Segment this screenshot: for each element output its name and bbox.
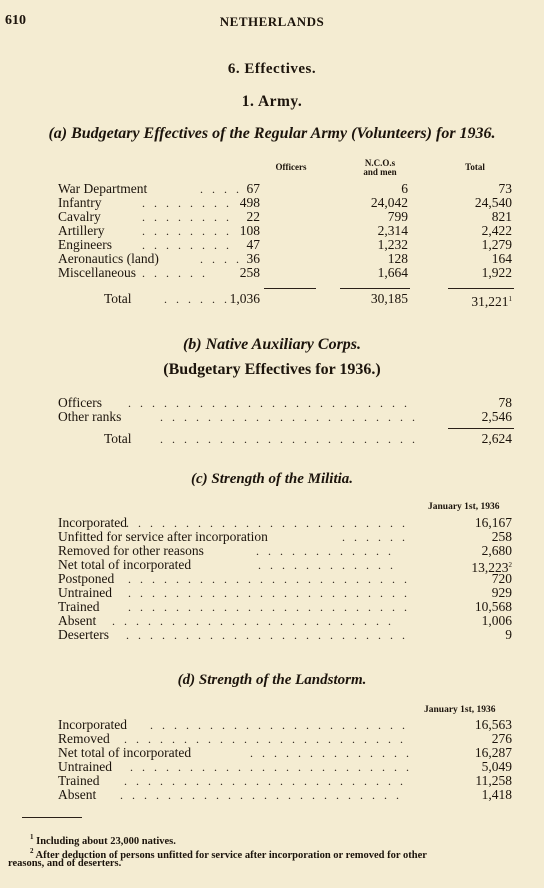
- rule-total: [448, 288, 514, 289]
- table-row: [0, 196, 544, 210]
- leader-dots: . . . . . . . . . . . . . . . . . . . . . .: [160, 410, 418, 424]
- row-label: Incorporated: [58, 717, 127, 732]
- total-label: Total: [104, 291, 132, 306]
- row-value: 276: [491, 731, 512, 746]
- leader-dots: . . . . . . . . . . . . . .: [250, 746, 412, 760]
- row-label: Untrained: [58, 585, 112, 600]
- rule-b-total: [448, 428, 514, 429]
- table-row: [0, 266, 544, 280]
- section-subtitle: 1. Army.: [241, 93, 303, 110]
- total-total: 31,221$^1$: [471, 294, 512, 309]
- col-header-ncos-line1: N.C.O.s: [364, 158, 396, 168]
- ncos-value: 799: [387, 209, 408, 224]
- row-label: Postponed: [58, 571, 115, 586]
- total-value: 164: [491, 251, 512, 266]
- col-header-total: Total: [465, 162, 485, 172]
- leader-dots: . . . . . . . . . . . . . . . . . . . . . . . .: [128, 586, 410, 600]
- officers-value: 67: [246, 181, 260, 196]
- row-label: War Department: [58, 181, 148, 196]
- row-label: Other ranks: [58, 409, 122, 424]
- part-a-total-row: [0, 291, 544, 309]
- footnote-mark-2: 2: [508, 561, 512, 569]
- part-c-title: (c) Strength of the Militia.: [190, 471, 354, 487]
- officers-value: 47: [246, 237, 260, 252]
- table-row: [0, 224, 544, 238]
- row-value: [505, 628, 512, 642]
- row-label: Aeronautics (land): [58, 251, 159, 266]
- footnote-mark-1: 1: [508, 295, 512, 303]
- row-label: Infantry: [58, 195, 102, 210]
- part-a-title: (a) Budgetary Effectives of the Regular Army (Volunteers) for 1936.: [48, 125, 496, 142]
- officers-value: 22: [246, 209, 260, 224]
- leader-dots: . . . . . . . . . . . . . . . . . . . . . . . .: [124, 774, 406, 788]
- leader-dots: . . . . . . . . . . . . . . . . . . . . . . . .: [128, 600, 410, 614]
- footnote-rule: [22, 817, 82, 818]
- row-value: [492, 572, 512, 586]
- row-value: [475, 516, 512, 530]
- table-row: [0, 182, 544, 196]
- row-label: Artillery: [58, 223, 105, 238]
- section-title: 6. Effectives.: [227, 61, 317, 77]
- row-label: Absent: [58, 787, 97, 802]
- table-row: [0, 718, 544, 732]
- table-row: [0, 614, 544, 628]
- leader-dots: . . . .: [200, 182, 242, 196]
- col-header-ncos-line2: and men: [363, 167, 397, 177]
- table-row: [0, 586, 544, 600]
- leader-dots: . . . . . . . . . . . . . . . . . . . . . . . .: [130, 760, 412, 774]
- ncos-value: 1,232: [377, 237, 408, 252]
- row-label: Trained: [58, 599, 100, 614]
- table-row: [0, 746, 544, 760]
- table-row: [0, 544, 544, 558]
- row-label: Officers: [58, 395, 102, 410]
- row-label: Trained: [58, 773, 100, 788]
- row-label: Cavalry: [58, 209, 101, 224]
- part-b-total-row: [0, 432, 544, 446]
- rule-officers: [264, 288, 316, 289]
- part-c-date: January 1st, 1936: [428, 502, 500, 512]
- ncos-value: 2,314: [377, 223, 408, 238]
- leader-dots: . . . . . . . . . . . . . . . . . . . . . . . .: [128, 572, 410, 586]
- row-label: Miscellaneous: [58, 265, 136, 280]
- footnote-2-line2: reasons, and of deserters.: [8, 858, 122, 869]
- table-row: [0, 396, 544, 410]
- part-b-title: (b) Native Auxiliary Corps.: [182, 336, 362, 353]
- leader-dots: . . . . . . . . . . . . . . . . . . . . . . . .: [120, 788, 402, 802]
- row-value-text: 9: [505, 627, 512, 642]
- part-d-date: January 1st, 1936: [424, 705, 496, 715]
- table-row: [0, 774, 544, 788]
- col-header-officers: Officers: [275, 162, 307, 172]
- row-label: Untrained: [58, 759, 112, 774]
- row-value: 1,418: [481, 787, 512, 802]
- total-value: 821: [491, 209, 512, 224]
- table-row: [0, 252, 544, 266]
- ncos-value: 6: [401, 181, 408, 196]
- row-value-text: 929: [491, 585, 512, 600]
- leader-dots: . . . . . . . . . . . .: [258, 558, 396, 572]
- table-row: [0, 516, 544, 530]
- total-value: 2,422: [481, 223, 512, 238]
- table-row: [0, 628, 544, 642]
- total-leader-dots: . . . . . .: [164, 292, 230, 306]
- row-label: Removed for other reasons: [58, 543, 204, 558]
- leader-dots: . . . . . . . . . . . . . . . . . . . . . . . .: [128, 396, 410, 410]
- row-value: [492, 530, 512, 544]
- row-value: [482, 544, 512, 558]
- row-label: Net total of incorporated: [58, 745, 192, 760]
- row-value: 2,546: [481, 409, 512, 424]
- table-row: [0, 557, 544, 575]
- part-b-total-leader-dots: . . . . . . . . . . . . . . . . . . . . . .: [160, 432, 418, 446]
- row-label: Unfitted for service after incorporation: [58, 529, 268, 544]
- row-value-text: 2,680: [481, 543, 512, 558]
- row-value: 11,258: [475, 773, 512, 788]
- officers-value: 498: [239, 195, 260, 210]
- total-officers: 1,036: [229, 291, 260, 306]
- footnote-1: $^1$ Including about 23,000 natives.: [30, 833, 176, 847]
- officers-value: 108: [239, 223, 260, 238]
- row-value-text: 258: [491, 529, 512, 544]
- leader-dots: . . . . . .: [342, 530, 408, 544]
- leader-dots: . . . . . . . .: [142, 224, 232, 238]
- row-value-text: 13,223: [471, 560, 509, 575]
- row-label: Net total of incorporated: [58, 557, 192, 572]
- row-label: Engineers: [58, 237, 112, 252]
- table-row: [0, 788, 544, 802]
- part-b-total-label: Total: [104, 431, 132, 446]
- page-number: 610: [5, 13, 26, 28]
- leader-dots: . . . . . . . . . . . . . . . . . . . . . .: [150, 718, 408, 732]
- ncos-value: 1,664: [377, 265, 408, 280]
- row-label: Removed: [58, 731, 110, 746]
- part-d-title: (d) Strength of the Landstorm.: [177, 672, 367, 688]
- running-head: NETHERLANDS: [219, 14, 325, 29]
- row-value: 78: [498, 395, 512, 410]
- footnote-2-line1: $^2$ After deduction of persons unfitted for service after incorporation or removed for other: [30, 847, 427, 861]
- row-label: Deserters: [58, 627, 109, 642]
- part-b-subtitle: (Budgetary Effectives for 1936.): [163, 361, 381, 378]
- row-value: 5,049: [481, 759, 512, 774]
- row-value-text: 16,167: [474, 515, 512, 530]
- leader-dots: . . . . . . . . . . . . . . . . . . . . . . . .: [126, 516, 408, 530]
- leader-dots: . . . .: [200, 252, 242, 266]
- total-ncos: 30,185: [370, 291, 408, 306]
- table-row: [0, 210, 544, 224]
- ncos-value: 24,042: [370, 195, 408, 210]
- table-row: [0, 600, 544, 614]
- table-row: [0, 410, 544, 424]
- table-row: [0, 732, 544, 746]
- table-row: [0, 760, 544, 774]
- total-value: 73: [498, 181, 512, 196]
- row-value: [482, 614, 512, 628]
- row-value-text: 1,006: [481, 613, 512, 628]
- row-value: 16,563: [474, 717, 512, 732]
- table-row: [0, 572, 544, 586]
- leader-dots: . . . . . . . . . . . . . . . . . . . . . . . .: [124, 732, 406, 746]
- row-label: Incorporated: [58, 515, 127, 530]
- part-b-total-value: 2,624: [481, 431, 512, 446]
- officers-value: 36: [246, 251, 260, 266]
- leader-dots: . . . . . . . . . . . . . . . . . . . . . . . .: [112, 614, 394, 628]
- leader-dots: . . . . . . . . . . . .: [256, 544, 394, 558]
- row-value-text: 720: [491, 571, 512, 586]
- table-row: [0, 238, 544, 252]
- leader-dots: . . . . . . . . . . . . . . . . . . . . . . . .: [126, 628, 408, 642]
- rule-ncos: [340, 288, 410, 289]
- row-value: [475, 600, 512, 614]
- leader-dots: . . . . . .: [142, 266, 208, 280]
- leader-dots: . . . . . . . .: [142, 196, 232, 210]
- ncos-value: 128: [387, 251, 408, 266]
- total-value: 1,279: [481, 237, 512, 252]
- row-value: [492, 586, 512, 600]
- total-value: 1,922: [481, 265, 512, 280]
- leader-dots: . . . . . . . .: [142, 238, 232, 252]
- total-value: 24,540: [474, 195, 512, 210]
- leader-dots: . . . . . . . .: [142, 210, 232, 224]
- row-value-text: 10,568: [474, 599, 512, 614]
- row-value: 16,287: [474, 745, 512, 760]
- officers-value: 258: [239, 265, 260, 280]
- table-row: [0, 530, 544, 544]
- row-label: Absent: [58, 613, 97, 628]
